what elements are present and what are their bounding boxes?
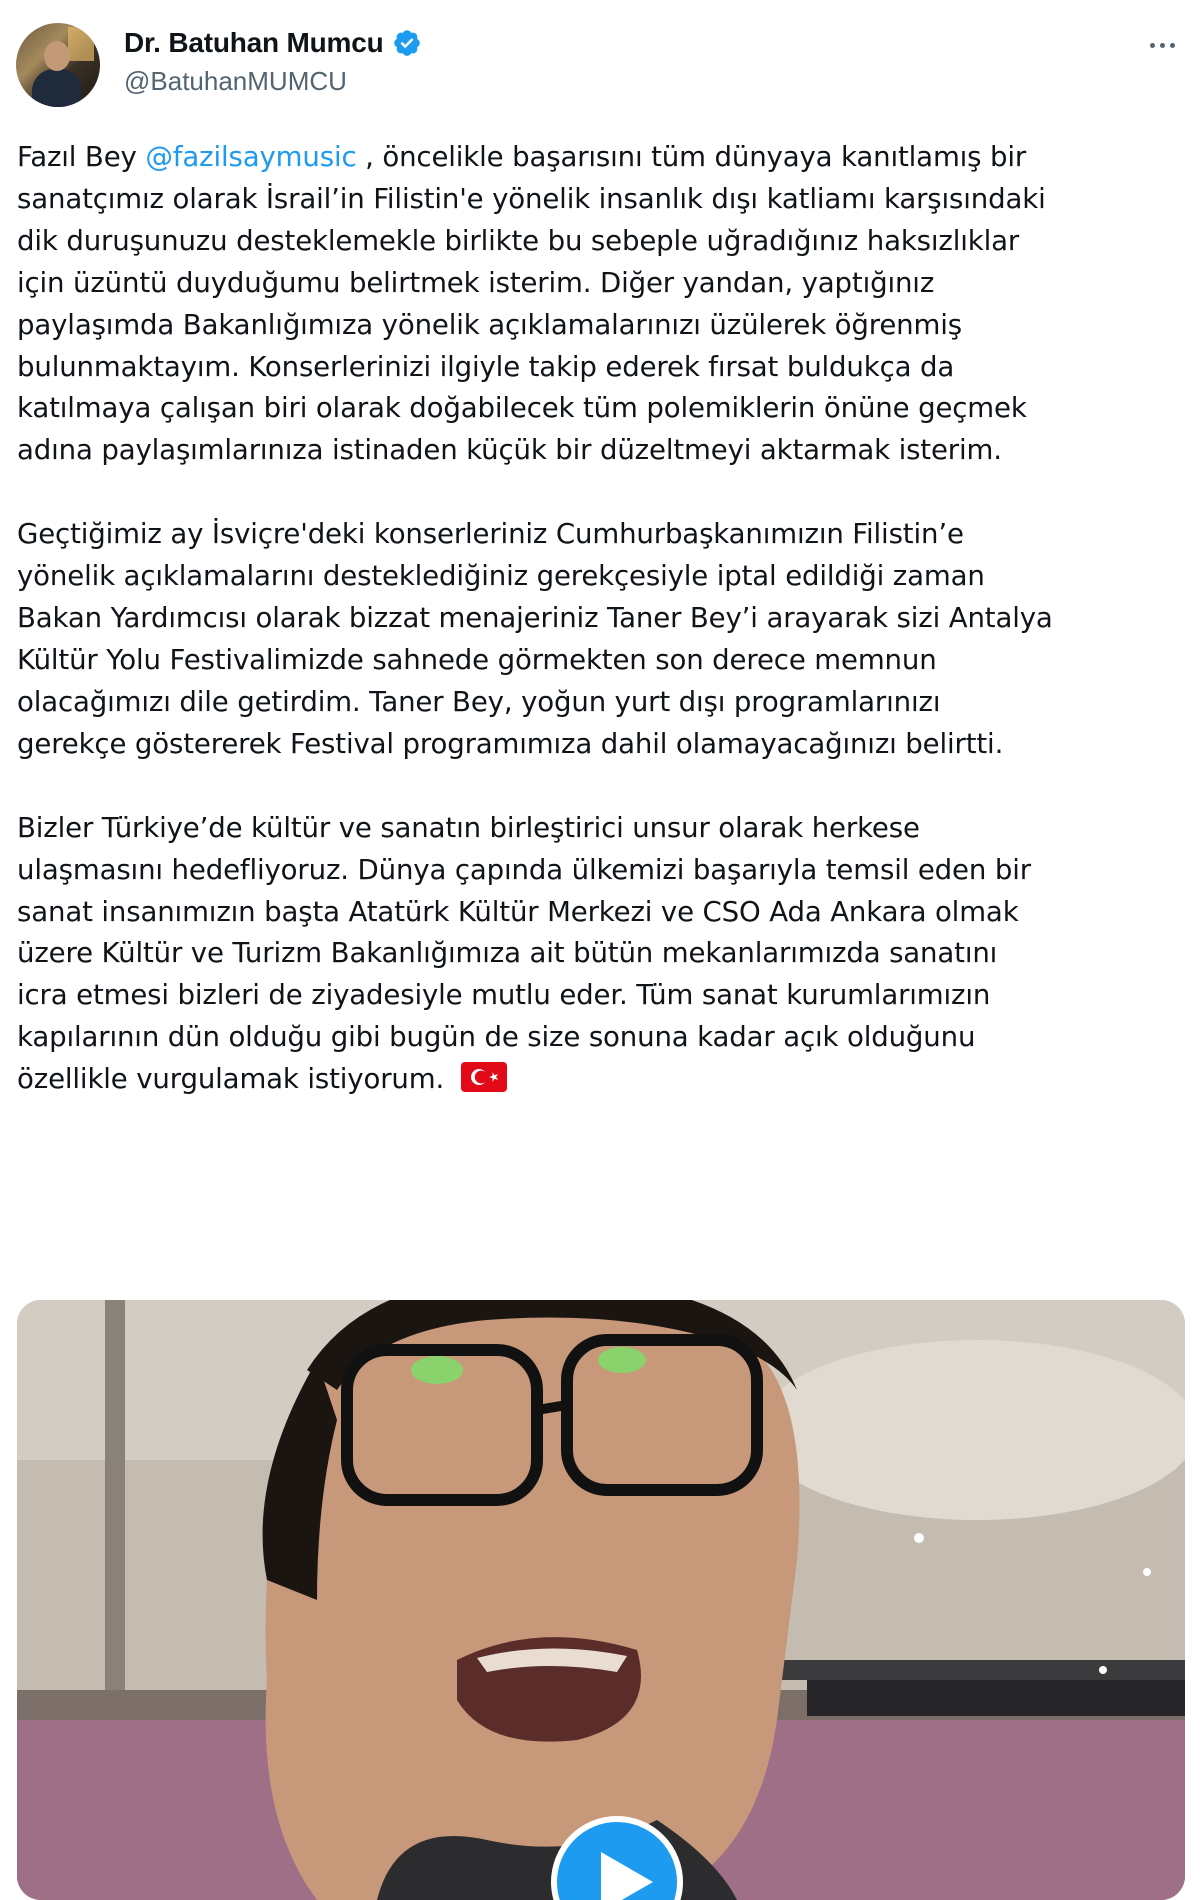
text-line: paylaşımda Bakanlığımıza yönelik açıklamalarınızı üzülerek öğrenmiş: [17, 307, 962, 341]
paragraph-2: [17, 513, 1192, 764]
text-line: üzere Kültür ve Turizm Bakanlığımıza ait bütün mekanlarımızda sanatını: [17, 936, 998, 970]
text-line: Kültür Yolu Festivalimizde sahnede görmekten son derece memnun: [17, 642, 937, 676]
text-line: icra etmesi bizleri de ziyadesiyle mutlu eder. Tüm sanat kurumlarımızın: [17, 978, 991, 1012]
play-icon: [601, 1852, 653, 1900]
video-thumbnail: [17, 1300, 1185, 1900]
text-line: olacağımızı dile getirdim. Taner Bey, yoğun yurt dışı programlarınızı: [17, 684, 941, 718]
text-line: Bizler Türkiye’de kültür ve sanatın birleştirici unsur olarak herkese: [17, 810, 920, 844]
text-segment: , öncelikle başarısını tüm dünyaya kanıtlamış bir: [356, 140, 1027, 173]
more-dot: [1160, 43, 1165, 48]
text-line: adına paylaşımlarınıza istinaden küçük bir düzeltmeyi aktarmak isterim.: [17, 433, 1002, 467]
tweet-text: [17, 136, 1192, 1100]
text-line: Geçtiğimiz ay İsviçre'deki konserleriniz Cumhurbaşkanımızın Filistin’e: [17, 517, 964, 551]
text-line: kapılarının dün olduğu gibi bugün de size sonuna kadar açık olduğunu: [17, 1020, 976, 1054]
author-handle[interactable]: @BatuhanMUMCU: [124, 66, 347, 96]
more-dot: [1150, 43, 1155, 48]
text-line: sanatçımız olarak İsrail’in Filistin'e yönelik insanlık dışı katliamı karşısındaki: [17, 181, 1046, 215]
verified-badge-icon[interactable]: [392, 28, 422, 58]
text-line: katılmaya çalışan biri olarak doğabilecek tüm polemiklerin önüne geçmek: [17, 391, 1027, 425]
video-player[interactable]: [17, 1300, 1185, 1900]
more-options-icon[interactable]: [1140, 30, 1184, 60]
avatar[interactable]: [16, 23, 100, 107]
text-segment: Fazıl Bey: [17, 140, 146, 173]
avatar-body: [32, 69, 82, 107]
avatar-background: [68, 27, 94, 61]
more-dot: [1170, 43, 1175, 48]
text-line: dik duruşunuzu desteklemekle birlikte bu sebeple uğradığınız haksızlıklar: [17, 223, 1020, 257]
tweet-header: [16, 20, 1184, 110]
text-line: Bakan Yardımcısı olarak bizzat menajeriniz Taner Bey’i arayarak sizi Antalya: [17, 601, 1053, 635]
text-line: sanat insanımızın başta Atatürk Kültür Merkezi ve CSO Ada Ankara olmak: [17, 894, 1019, 928]
mention-link[interactable]: @fazilsaymusic: [145, 140, 357, 173]
turkey-flag-icon: [461, 1062, 507, 1092]
text-segment: özellikle vurgulamak istiyorum.: [17, 1062, 453, 1096]
text-line: [17, 136, 1192, 178]
text-line: [17, 1058, 1192, 1100]
text-line: yönelik açıklamalarını desteklediğiniz gerekçesiyle iptal edildiği zaman: [17, 559, 985, 593]
author-display-name[interactable]: Dr. Batuhan Mumcu: [124, 27, 384, 58]
paragraph-1: [17, 136, 1192, 471]
text-line: bulunmaktayım. Konserlerinizi ilgiyle takip ederek fırsat buldukça da: [17, 349, 955, 383]
text-line: için üzüntü duyduğumu belirtmek isterim. Diğer yandan, yaptığınız: [17, 265, 935, 299]
text-line: ulaşmasını hedefliyoruz. Dünya çapında ülkemizi başarıyla temsil eden bir: [17, 852, 1031, 886]
paragraph-3: [17, 807, 1192, 1100]
name-row: [124, 26, 422, 60]
text-line: gerekçe göstererek Festival programımıza dahil olamayacağınızı belirtti.: [17, 726, 1004, 760]
avatar-head: [44, 41, 70, 71]
